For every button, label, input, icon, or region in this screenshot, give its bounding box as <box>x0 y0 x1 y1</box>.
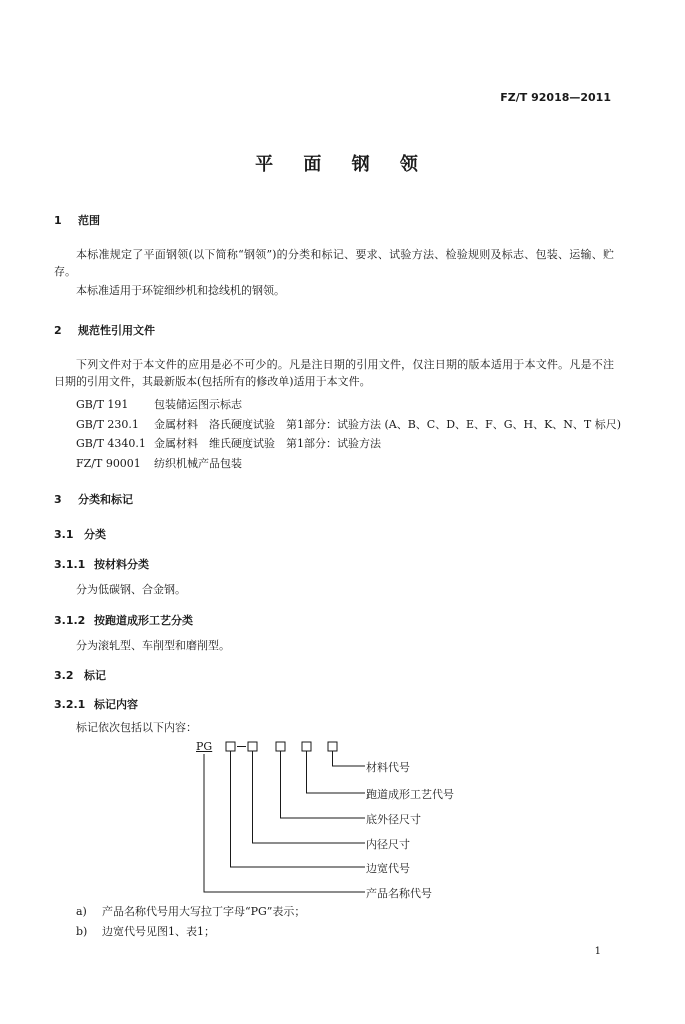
diagram-label-material: 材料代号 <box>366 761 410 774</box>
section-3-1-2-text: 分为滚轧型、车削型和磨削型。 <box>76 639 230 652</box>
list-marker: b) <box>76 925 88 938</box>
reference-code: FZ/T 90001 <box>76 457 141 470</box>
reference-title: 金属材料 洛氏硬度试验 第1部分：试验方法 (A、B、C、D、E、F、G、H、K、N、T 标尺) <box>154 418 622 431</box>
section-2-paragraph-1: 下列文件对于本文件的应用是必不可少的。凡是注日期的引用文件，仅注日期的版本适用于本文件。凡是不注日期的引用文件，其最新版本(包括所有的修改单)适用于本文件。 <box>54 358 614 388</box>
section-3-1-1-heading <box>54 556 149 572</box>
section-3-heading <box>54 491 133 507</box>
section-title: 按材料分类 <box>94 558 149 571</box>
section-2-heading <box>54 322 155 338</box>
reference-code: GB/T 191 <box>76 398 129 411</box>
section-number: 3 <box>54 493 62 506</box>
diagram-label-raceway-process: 跑道成形工艺代号 <box>366 788 454 801</box>
marking-diagram-lines <box>190 740 490 900</box>
section-title: 规范性引用文件 <box>78 324 155 337</box>
reference-code: GB/T 4340.1 <box>76 437 146 450</box>
reference-title: 金属材料 维氏硬度试验 第1部分：试验方法 <box>154 437 381 450</box>
diagram-label-inner-diameter: 内径尺寸 <box>366 838 410 851</box>
reference-title: 纺织机械产品包装 <box>154 457 242 470</box>
section-number: 2 <box>54 324 62 337</box>
section-3-2-heading <box>54 667 106 683</box>
section-3-1-2-heading <box>54 612 193 628</box>
section-title: 范围 <box>78 214 100 227</box>
list-marker: a) <box>76 905 87 918</box>
list-text: 产品名称代号用大写拉丁字母“PG”表示； <box>102 905 306 918</box>
section-number: 3.2.1 <box>54 698 86 711</box>
standard-number: FZ/T 92018—2011 <box>500 91 611 104</box>
reference-title: 包装储运图示标志 <box>154 398 242 411</box>
section-title: 分类 <box>84 528 106 541</box>
section-3-1-1-text: 分为低碳钢、合金钢。 <box>76 583 186 596</box>
section-number: 3.2 <box>54 669 74 682</box>
reference-item <box>76 416 621 432</box>
document-title: 平 面 钢 领 <box>255 154 430 175</box>
section-title: 按跑道成形工艺分类 <box>94 614 193 627</box>
section-title: 标记 <box>84 669 106 682</box>
diagram-label-flange-width: 边宽代号 <box>366 862 410 875</box>
list-item <box>76 904 305 920</box>
section-1-heading <box>54 212 100 228</box>
list-item <box>76 924 215 940</box>
reference-item <box>76 455 242 471</box>
diagram-label-outer-diameter: 底外径尺寸 <box>366 813 421 826</box>
marking-diagram <box>190 740 490 900</box>
section-title: 分类和标记 <box>78 493 133 506</box>
section-3-2-1-text: 标记依次包括以下内容： <box>76 721 197 734</box>
page-number: 1 <box>594 946 601 957</box>
section-number: 3.1.1 <box>54 558 86 571</box>
reference-item <box>76 396 242 412</box>
section-title: 标记内容 <box>94 698 138 711</box>
section-1-paragraph-1: 本标准规定了平面钢领(以下简称“钢领”)的分类和标记、要求、试验方法、检验规则及标志、包装、运输、贮存。 <box>54 248 614 278</box>
diagram-label-product-name: 产品名称代号 <box>366 887 432 900</box>
reference-code: GB/T 230.1 <box>76 418 139 431</box>
section-1-paragraph-2: 本标准适用于环锭细纱机和捻线机的钢领。 <box>76 284 285 297</box>
reference-item <box>76 435 381 451</box>
section-number: 1 <box>54 214 62 227</box>
section-3-2-1-heading <box>54 696 138 712</box>
section-number: 3.1 <box>54 528 74 541</box>
list-text: 边宽代号见图1、表1； <box>102 925 215 938</box>
section-3-1-heading <box>54 526 106 542</box>
product-prefix: PG <box>196 740 213 753</box>
section-number: 3.1.2 <box>54 614 86 627</box>
